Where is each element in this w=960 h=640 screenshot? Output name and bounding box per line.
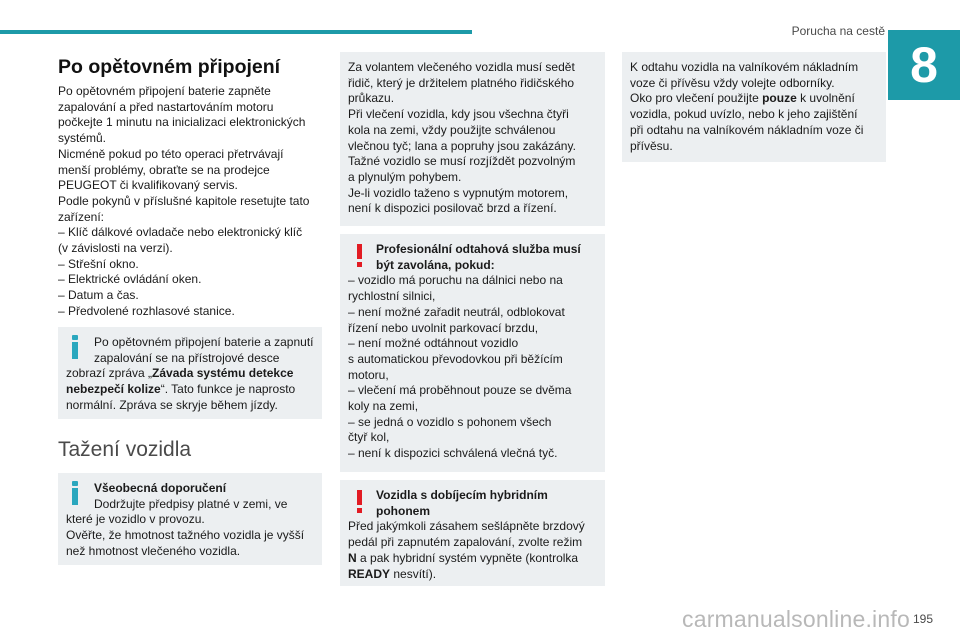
general-advice-line: než hmotnost vlečeného vozidla. — [66, 543, 241, 558]
body-line: systémů. — [58, 131, 107, 146]
warning-line: rychlostní silnici, — [348, 289, 436, 304]
watermark: carmanualsonline.info — [682, 606, 910, 632]
ready-text: READY — [348, 566, 391, 581]
body-line: Po opětovném připojení baterie zapněte — [58, 84, 271, 98]
box-line: přívěsu. — [630, 138, 673, 153]
heading-after-reconnection: Po opětovném připojení — [58, 56, 281, 78]
body-line: – Předvolené rozhlasové stanice. — [58, 303, 235, 318]
general-advice-line: Ověřte, že hmotnost tažného vozidla je vyšší — [66, 528, 305, 543]
box-line: Tažné vozidlo se musí rozjíždět pozvolným — [348, 154, 576, 169]
body-line: (v závislosti na verzi). — [58, 241, 173, 256]
info-icon — [68, 335, 84, 359]
body-line: – Datum a čas. — [58, 288, 139, 303]
info-line: “. Tato funkce je naprosto — [160, 382, 296, 397]
reconnection-body — [58, 84, 322, 320]
box-line: Oko pro vlečení použijte — [630, 91, 763, 106]
box-line: k uvolnění — [796, 91, 855, 106]
info-icon — [68, 481, 84, 505]
warning-title: Vozidla s dobíjecím hybridním — [376, 488, 548, 502]
info-bold-text: nebezpečí kolize — [66, 382, 161, 397]
body-line: PEUGEOT či kvalifikovaný servis. — [58, 178, 238, 193]
warning-line: – se jedná o vozidlo s pohonem všech — [348, 414, 552, 429]
info-line: Po opětovném připojení baterie a zapnutí — [94, 335, 314, 349]
body-line: menší problémy, obraťte se na prodejce — [58, 162, 270, 177]
warning-line: nesvítí). — [390, 566, 437, 581]
page-number: 195 — [912, 612, 933, 626]
box-line: vozidla, pokud uvízlo, nebo k jeho zajištění — [630, 107, 858, 122]
info-bold-text: Závada systému detekce — [152, 366, 294, 381]
body-line: zařízení: — [58, 209, 105, 224]
warning-line: – vozidlo má poruchu na dálnici nebo na — [348, 273, 563, 288]
warning-icon — [355, 244, 365, 268]
box-line: řidič, který je držitelem platného řidičského — [348, 75, 575, 90]
body-line: počkejte 1 minutu na inicializaci elektronických — [58, 115, 306, 130]
body-line: – Klíč dálkové ovladače nebo elektronický klíč — [58, 225, 303, 240]
box-line: a plynulým pohybem. — [348, 169, 462, 184]
body-line: zapalování a před nastartováním motoru — [58, 99, 274, 114]
chapter-badge: 8 — [888, 30, 960, 100]
info-line: zobrazí zpráva „ — [66, 366, 153, 381]
body-line: Nicméně pokud po této operaci přetrvávají — [58, 146, 284, 161]
mode-n-text: N — [348, 550, 357, 565]
box-line: průkazu. — [348, 91, 395, 106]
general-advice-title — [66, 481, 314, 497]
warning-title: pohonem — [376, 503, 430, 518]
heading-towing: Tažení vozidla — [58, 438, 192, 461]
header-accent-bar — [0, 30, 472, 34]
box-line: při odtahu na valníkovém nákladním voze či — [630, 122, 864, 137]
warning-line: motoru, — [348, 367, 389, 382]
warning-icon — [355, 490, 365, 514]
box-line: Za volantem vlečeného vozidla musí sedět — [348, 60, 575, 74]
box-line: kola na zemi, vždy použijte schválenou — [348, 122, 556, 137]
info-box-collision-warning — [58, 327, 322, 419]
general-advice-line: které je vozidlo v provozu. — [66, 512, 205, 527]
box-line: K odtahu vozidla na valníkovém nákladním — [630, 60, 859, 74]
warning-line: – není možné odtáhnout vozidlo — [348, 336, 519, 351]
box-line: Při vlečení vozidla, kdy jsou všechna čtyři — [348, 107, 569, 122]
flatbed-towing-box — [622, 52, 886, 162]
warning-line: pedál při zapnutém zapalování, zvolte režim — [348, 535, 583, 550]
box-line: Je-li vozidlo taženo s vypnutým motorem, — [348, 185, 569, 200]
general-advice-line: Dodržujte předpisy platné v zemi, ve — [94, 496, 288, 511]
box-line: voze či přívěsu vždy volejte odborníky. — [630, 75, 835, 90]
info-line: normální. Zpráva se skryje během jízdy. — [66, 397, 278, 412]
warning-title: Profesionální odtahová služba musí — [376, 242, 581, 256]
warning-line: – není možné zařadit neutrál, odblokovat — [348, 304, 565, 319]
only-text: pouze — [762, 91, 797, 106]
body-line: – Elektrické ovládání oken. — [58, 272, 202, 287]
warning-line: čtyř kol, — [348, 430, 390, 445]
warning-line: koly na zemi, — [348, 399, 419, 414]
warning-box-professional-towing — [340, 234, 605, 472]
warning-line: – není k dispozici schválená vlečná tyč. — [348, 446, 558, 461]
general-advice-title-text: Všeobecná doporučení — [94, 481, 227, 495]
warning-line: – vlečení má proběhnout pouze se dvěma — [348, 383, 572, 398]
body-line: – Střešní okno. — [58, 256, 139, 271]
info-line: zapalování se na přístrojové desce — [94, 350, 280, 365]
warning-box-hybrid — [340, 480, 605, 586]
section-title: Porucha na cestě — [791, 24, 885, 38]
warning-line: řízení nebo uvolnit parkovací brzdu, — [348, 320, 539, 335]
towing-driver-box — [340, 52, 605, 226]
warning-title: být zavolána, pokud: — [376, 257, 495, 272]
warning-line: Před jakýmkoli zásahem sešlápněte brzdový — [348, 519, 585, 534]
warning-line: s automatickou převodovkou při běžícím — [348, 351, 563, 366]
body-line: Podle pokynů v příslušné kapitole resetujte tato — [58, 193, 310, 208]
box-line: není k dispozici posilovač brzd a řízení. — [348, 201, 557, 216]
info-box-general-advice — [58, 473, 322, 565]
warning-line: a pak hybridní systém vypněte (kontrolka — [356, 550, 579, 565]
box-line: vlečnou tyč; lana a popruhy jsou zakázány. — [348, 138, 576, 153]
